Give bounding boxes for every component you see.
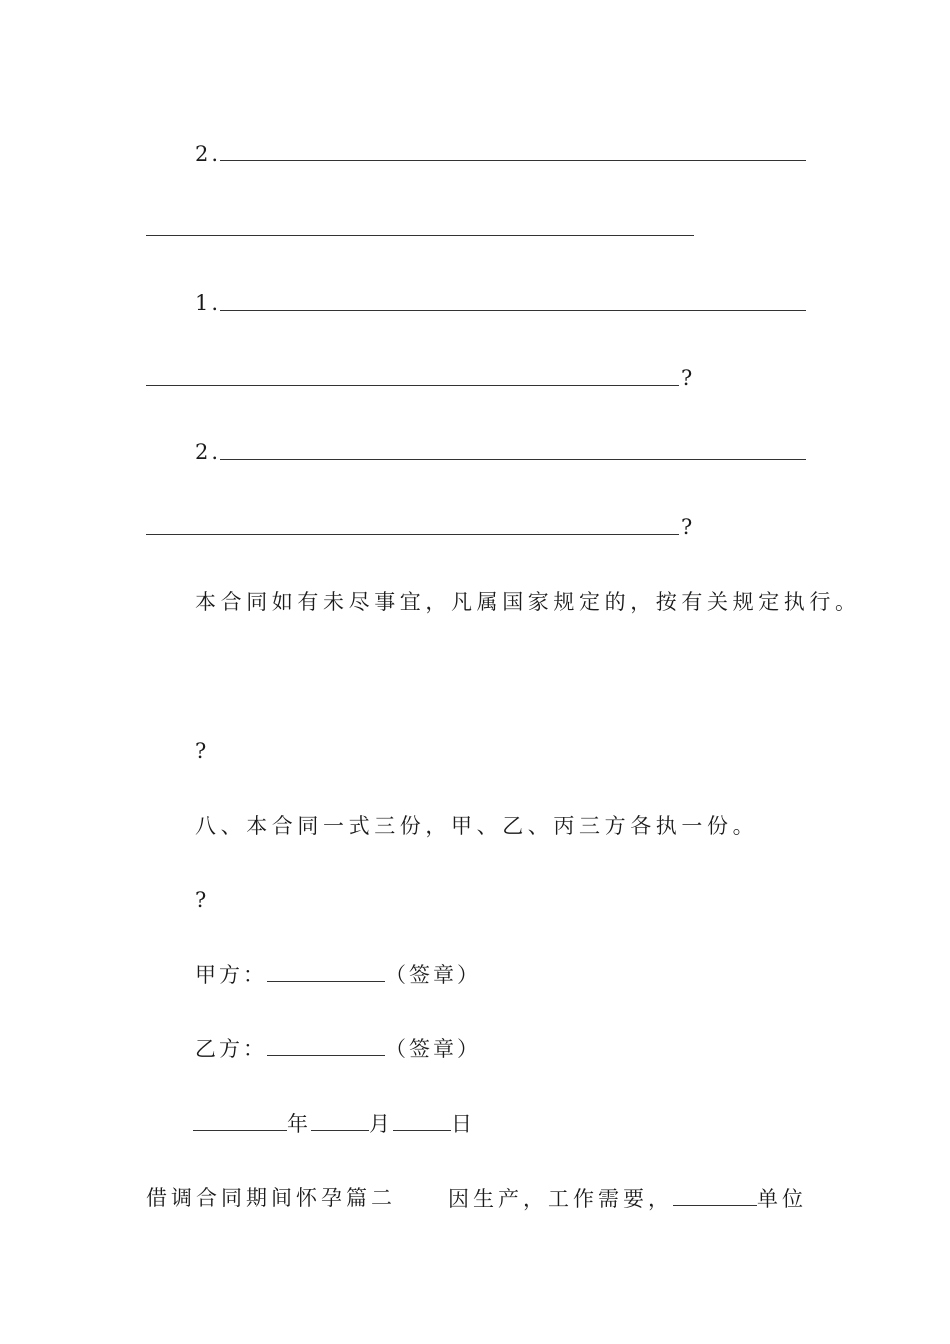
fill-in-line[interactable]: [220, 459, 806, 460]
item-2-label: 2.: [195, 440, 222, 464]
party-b-blank[interactable]: [267, 1033, 385, 1056]
clause-unresolved-matters: 本合同如有未尽事宜，凡属国家规定的，按有关规定执行。: [195, 590, 861, 614]
fill-in-line[interactable]: [146, 235, 694, 236]
seal-note: （签章）: [385, 1037, 481, 1061]
body-text: 因生产，工作需要， 单位: [448, 1183, 807, 1214]
section-title: 借调合同期间怀孕篇二: [146, 1186, 396, 1210]
month-blank[interactable]: [311, 1108, 369, 1131]
question-mark: ?: [195, 739, 210, 763]
day-label: 日: [451, 1112, 475, 1136]
item-2-label: 2.: [195, 142, 222, 166]
fill-in-line[interactable]: [220, 310, 806, 311]
month-label: 月: [369, 1112, 393, 1136]
party-b-signature-line: [195, 1033, 481, 1064]
day-blank[interactable]: [393, 1108, 451, 1131]
item-1-label: 1.: [195, 291, 222, 315]
party-b-label: 乙方：: [195, 1037, 267, 1061]
year-blank[interactable]: [193, 1108, 287, 1131]
fill-in-line[interactable]: [220, 160, 806, 161]
fill-in-line[interactable]: [146, 385, 679, 386]
fill-in-line[interactable]: [146, 534, 679, 535]
year-label: 年: [287, 1112, 311, 1136]
question-mark: ?: [681, 366, 696, 390]
party-a-signature-line: [195, 959, 481, 990]
party-a-label: 甲方：: [195, 963, 267, 987]
seal-note: （签章）: [385, 963, 481, 987]
question-mark: ?: [195, 888, 210, 912]
unit-blank[interactable]: [673, 1183, 757, 1206]
clause-eight: 八、本合同一式三份，甲、乙、丙三方各执一份。: [195, 814, 759, 838]
date-line: [193, 1108, 475, 1139]
party-a-blank[interactable]: [267, 959, 385, 982]
question-mark: ?: [681, 515, 696, 539]
